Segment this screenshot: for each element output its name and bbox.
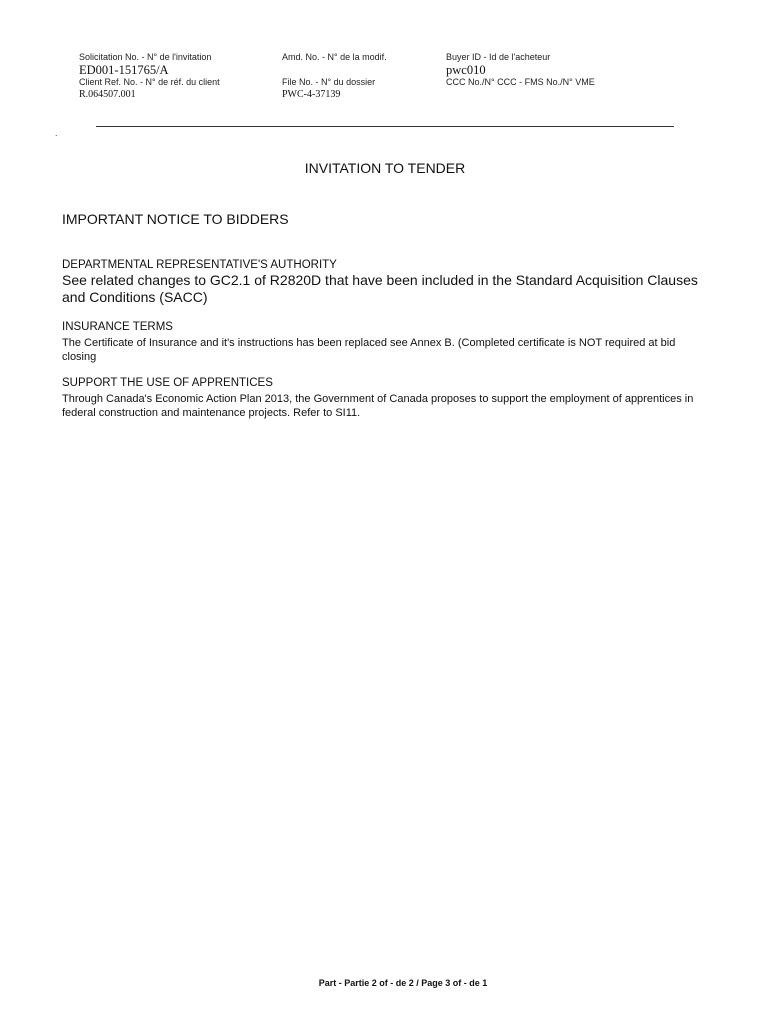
solicitation-number-value: ED001-151765/A — [79, 63, 169, 77]
section-heading-insurance: INSURANCE TERMS — [62, 321, 173, 333]
section-body-authority: See related changes to GC2.1 of R2820D that have been included in the Standard Acquisition Clauses and Conditions (SACC) — [62, 272, 698, 305]
amendment-number-label: Amd. No. - N° de la modif. — [282, 52, 387, 62]
file-number-label: File No. - N° du dossier — [282, 77, 376, 87]
solicitation-number-label: Solicitation No. - N° de l'invitation — [79, 52, 212, 62]
section-heading-apprentices: SUPPORT THE USE OF APPRENTICES — [62, 377, 273, 389]
client-ref-value: R.064507.001 — [79, 89, 136, 100]
margin-mark: . — [55, 128, 58, 138]
client-ref-label: Client Ref. No. - N° de réf. du client — [79, 77, 220, 87]
section-heading-authority: DEPARTMENTAL REPRESENTATIVE'S AUTHORITY — [62, 259, 337, 271]
notice-heading: IMPORTANT NOTICE TO BIDDERS — [62, 211, 289, 227]
section-body-insurance: The Certificate of Insurance and it's instructions has been replaced see Annex B. (Completed certificate is NOT required at bid closing — [62, 337, 676, 363]
buyer-id-value: pwc010 — [446, 63, 486, 77]
buyer-id-label: Buyer ID - Id de l'acheteur — [446, 52, 551, 62]
section-body-apprentices: Through Canada's Economic Action Plan 2013, the Government of Canada proposes to support the employment of apprentices in federal construction and maintenance projects. Refer to SI11. — [62, 393, 694, 419]
file-number-value: PWC-4-37139 — [282, 89, 341, 100]
document-title: INVITATION TO TENDER — [304, 160, 466, 176]
page-footer: Part - Partie 2 of - de 2 / Page 3 of - de 1 — [318, 978, 488, 988]
header-divider — [96, 126, 674, 127]
ccc-number-label: CCC No./N° CCC - FMS No./N° VME — [446, 77, 595, 87]
